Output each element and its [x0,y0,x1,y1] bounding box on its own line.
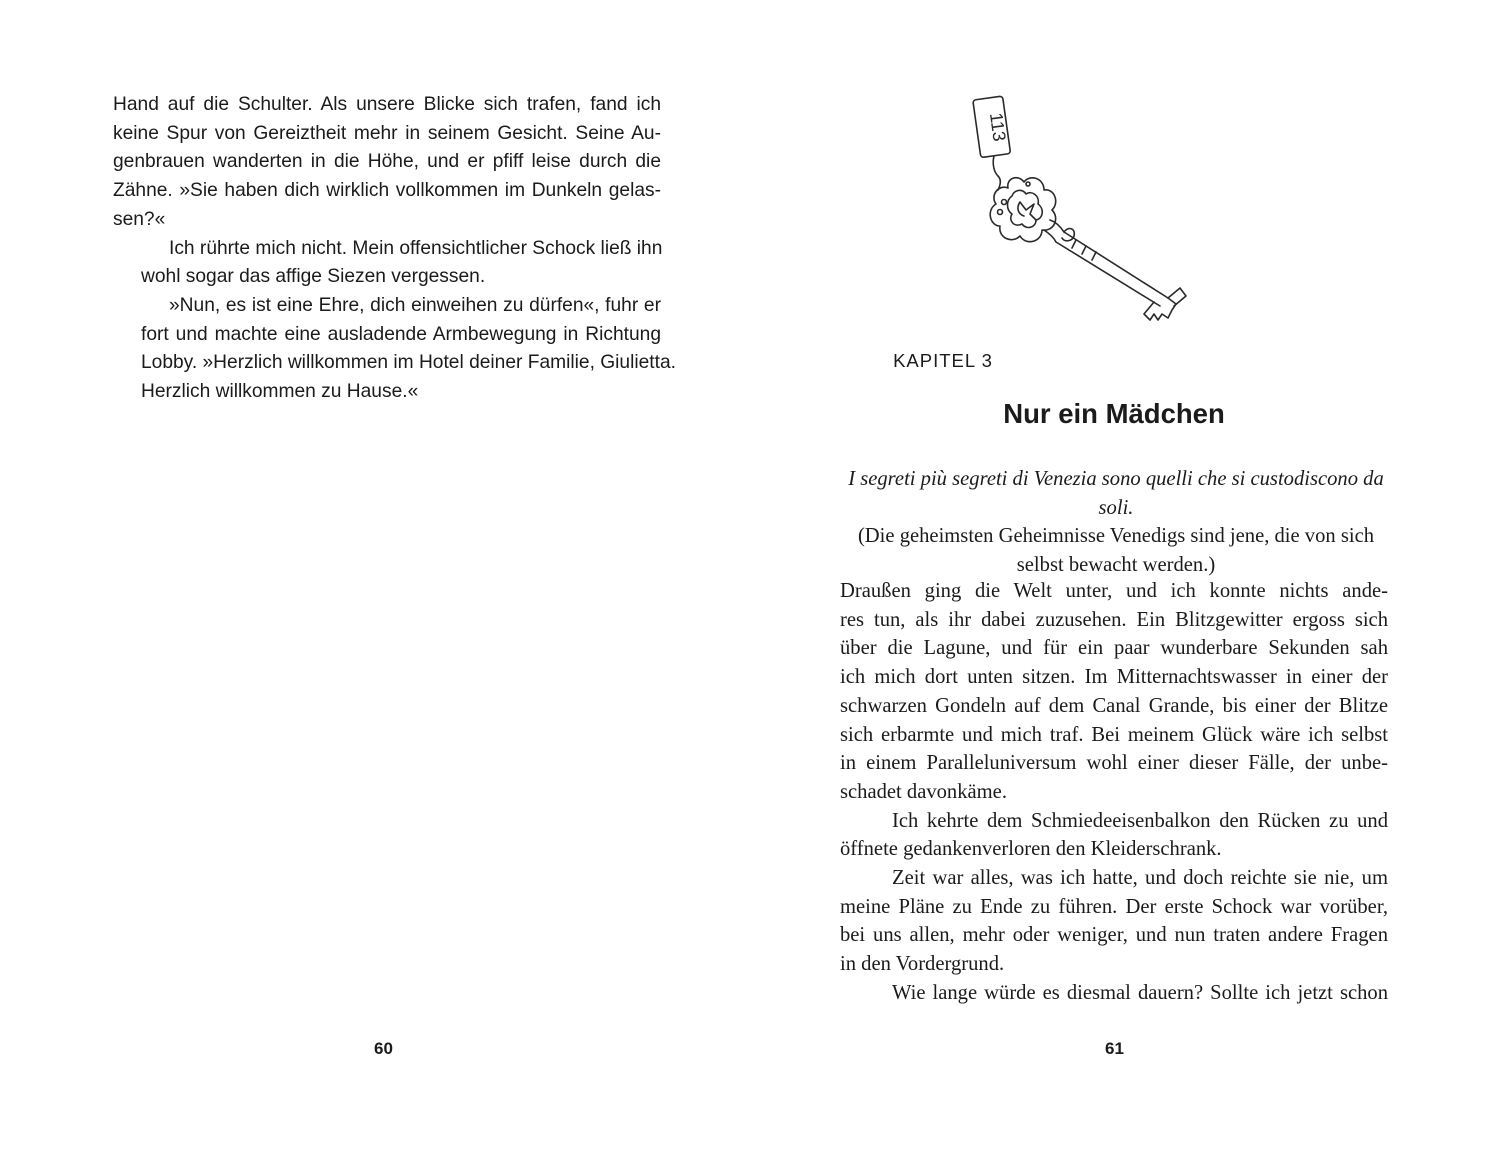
text-line: Lobby. »Herzlich willkommen im Hotel deiner Familie, Giulietta. [141,352,676,374]
text-line: ich mich dort unten sitzen. Im Mitternachtswasser in einer der [840,666,1388,689]
text-line: Zeit war alles, was ich hatte, und doch reichte sie nie, um [892,867,1388,890]
paragraph [113,91,661,235]
text-line: über die Lagune, und für ein paar wunderbare Sekunden sah [840,637,1388,660]
text-line: Ich kehrte dem Schmiedeeisenbalkon den Rücken zu und [892,809,1388,832]
epigraph [838,465,1394,580]
paragraph [840,864,1388,979]
text-line: Ich rührte mich nicht. Mein offensichtlicher Schock ließ ihn [169,237,663,259]
text-line: öffnete gedankenverloren den Kleiderschrank. [840,838,1222,861]
epigraph-translation: (Die geheimsten Geheimnisse Venedigs sind jene, die von sich [857,525,1375,548]
paragraph [840,979,1388,1008]
right-page [750,0,1500,1153]
text-line: schwarzen Gondeln auf dem Canal Grande, bis einer der Blitze [840,694,1388,717]
paragraph [840,807,1388,864]
text-line: fort und machte eine ausladende Armbewegung in Richtung [141,323,661,345]
text-line: sen?« [113,208,166,230]
text-line: meine Pläne zu Ende zu führen. Der erste Schock war vorüber, [840,895,1388,918]
text-line: sich erbarmte und mich traf. Bei meinem Glück wäre ich selbst [840,723,1388,746]
epigraph-translation: selbst bewacht werden.) [1016,554,1216,577]
text-line: Draußen ging die Welt unter, und ich konnte nichts ande- [840,580,1388,602]
paragraph [113,292,676,407]
text-line: Herzlich willkommen zu Hause.« [141,381,419,403]
page-number: 60 [374,1039,393,1058]
text-line: Wie lange würde es diesmal dauern? Sollte ich jetzt schon [892,981,1388,1004]
key-tag-label: 113 [985,111,1010,143]
left-page-body [113,91,676,407]
chapter-label: KAPITEL 3 [893,350,993,371]
text-line: genbrauen wanderten in die Höhe, und er pfiff leise durch die [113,151,661,173]
text-line: bei uns allen, mehr oder weniger, und nun traten andere Fragen [840,924,1388,947]
text-line: schadet davonkäme. [840,780,1007,803]
text-line: res tun, als ihr dabei zuzusehen. Ein Blitzgewitter ergoss sich [840,608,1388,631]
text-line: Zähne. »Sie haben dich wirklich vollkommen im Dunkeln gelas- [113,180,661,202]
text-line: in einem Paralleluniversum wohl einer dieser Fälle, der unbe- [840,752,1388,775]
chapter-title: Nur ein Mädchen [1003,398,1225,429]
paragraph [113,235,661,292]
text-line: Hand auf die Schulter. Als unsere Blicke sich trafen, fand ich [113,94,661,115]
text-line: »Nun, es ist eine Ehre, dich einweihen zu dürfen«, fuhr er [169,294,661,316]
text-line: wohl sogar das affige Siezen vergessen. [141,266,486,288]
text-line: keine Spur von Gereiztheit mehr in seinem Gesicht. Seine Au- [113,122,661,144]
text-line: in den Vordergrund. [840,953,1005,976]
right-page-body [840,577,1388,1008]
epigraph-italian: I segreti più segreti di Venezia sono quelli che si custodiscono da soli. [848,468,1384,519]
page-number: 61 [1105,1039,1124,1058]
paragraph [840,577,1388,807]
key-with-tag-icon [968,92,1228,332]
